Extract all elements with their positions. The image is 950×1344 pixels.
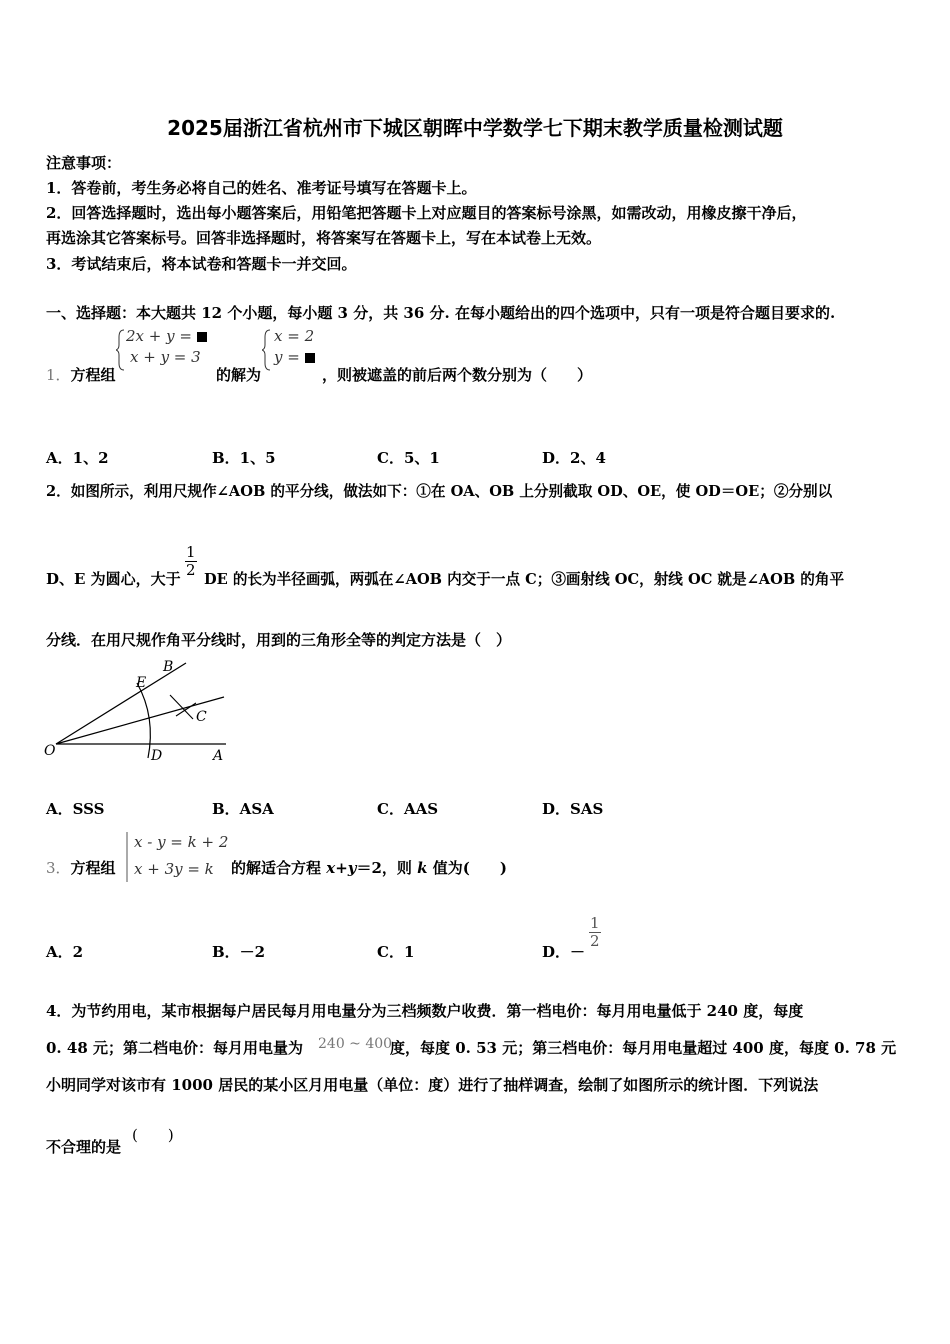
q1-stem-prefix — [46, 364, 116, 385]
q4-line-1: 4．为节约用电，某市根据每户居民每月用电量分为三档频数户收费．第一档电价：每月用电量低于 240 度，每度 — [46, 1002, 804, 1020]
q2-fraction — [185, 544, 197, 579]
q1-pre: 方程组 — [70, 366, 116, 384]
q3-post-c: ＝2，则 — [356, 859, 418, 877]
q1-option-b[interactable]: B．1、5 — [212, 449, 276, 467]
notice-item-3: 3．考试结束后，将本试卷和答题卡一并交回。 — [46, 255, 357, 273]
q2-option-a[interactable]: A．SSS — [46, 800, 105, 818]
q2-line-3: 分线．在用尺规作角平分线时，用到的三角形全等的判定方法是（ ） — [46, 631, 512, 649]
notice-item-1: 1．答卷前，考生务必将自己的姓名、准考证号填写在答题卡上。 — [46, 179, 477, 197]
q3-post-a: 的解适合方程 — [231, 859, 327, 877]
ray-ob — [56, 663, 186, 744]
q1-sol1: x = 2 — [274, 327, 315, 345]
q3-brace — [124, 831, 132, 883]
q1-brace — [116, 329, 126, 371]
q3-post-d: 值为( ) — [427, 859, 507, 877]
angle-bisector-figure — [40, 655, 240, 770]
label-e: E — [136, 675, 147, 691]
q2-option-b[interactable]: B．ASA — [212, 800, 274, 818]
q1-option-a[interactable]: A．1、2 — [46, 449, 109, 467]
q3-option-c[interactable]: C．1 — [377, 943, 415, 961]
q3-frac-num: 1 — [590, 914, 600, 932]
q3-condition — [231, 857, 507, 878]
notice-heading: 注意事项： — [46, 154, 122, 172]
q3-option-d[interactable] — [542, 941, 585, 962]
notice-item-2a: 2．回答选择题时，选出每小题答案后，用铅笔把答题卡上对应题目的答案标号涂黑，如需改动，用橡皮擦干净后， — [46, 204, 807, 222]
q2-frac-den: 2 — [186, 561, 196, 579]
q3-pre: 方程组 — [70, 859, 116, 877]
q1-number: 1． — [46, 366, 71, 384]
q1-sol2: y = — [274, 348, 305, 366]
q3-var-y: y — [347, 859, 357, 877]
q1-eq2: x + y = 3 — [130, 348, 201, 366]
q2-line-1: 2．如图所示，利用尺规作∠AOB 的平分线，做法如下：①在 OA、OB 上分别截取 OD、OE，使 OD＝OE；②分别以 — [46, 483, 833, 500]
q4-line-2b: 度，每度 0. 53 元；第三档电价：每月用电量超过 400 度，每度 0. 78 元 — [390, 1039, 897, 1057]
q1-eq1: 2x + y = — [126, 327, 197, 345]
q2-frac-num: 1 — [186, 543, 196, 561]
q1-mid: 的解为 — [216, 366, 262, 384]
q3-eq2: x + 3y = k — [134, 860, 214, 878]
label-d: D — [151, 748, 163, 764]
q4-line-4: 不合理的是 — [46, 1138, 122, 1156]
q2-line-2b: DE 的长为半径画弧，两弧在∠AOB 内交于一点 C；③画射线 OC，射线 OC 就是∠AOB 的角平 — [204, 571, 845, 588]
section-heading: 一、选择题：本大题共 12 个小题，每小题 3 分，共 36 分. 在每小题给出的四个选项中，只有一项是符合题目要求的. — [46, 304, 836, 322]
q3-option-d-label: D．－ — [542, 943, 586, 961]
q2-option-d[interactable]: D．SAS — [542, 800, 604, 818]
q4-range: 240 ~ 400 — [318, 1036, 393, 1052]
masked-box-icon-2 — [305, 353, 315, 363]
label-o: O — [44, 743, 56, 759]
q3-frac-den: 2 — [590, 932, 600, 950]
q3-option-a[interactable]: A．2 — [46, 943, 84, 961]
q2-option-c[interactable]: C．AAS — [377, 800, 439, 818]
notice-item-2b: 再选涂其它答案标号。回答非选择题时，将答案写在答题卡上，写在本试卷上无效。 — [46, 229, 602, 247]
q3-eq1: x - y = k + 2 — [134, 833, 229, 851]
q1-sol-brace — [262, 329, 272, 371]
q3-option-d-fraction — [589, 915, 601, 950]
q4-line-2a: 0. 48 元；第二档电价：每月用电量为 — [46, 1039, 303, 1057]
q1-option-d[interactable]: D．2、4 — [542, 449, 606, 467]
q3-var-k: k — [417, 859, 428, 877]
q3-option-b[interactable]: B．－2 — [212, 943, 266, 961]
q4-line-3: 小明同学对该市有 1000 居民的某小区月用电量（单位：度）进行了抽样调查，绘制了如图所示的统计图．下列说法 — [46, 1076, 819, 1094]
q2-line-2a: D、E 为圆心，大于 — [46, 570, 181, 588]
page-title: 2025届浙江省杭州市下城区朝晖中学数学七下期末教学质量检测试题 — [167, 116, 783, 140]
q3-var-x: x — [326, 859, 336, 877]
q3-plus: + — [335, 859, 348, 877]
q1-post: ，则被遮盖的前后两个数分别为（ ） — [322, 366, 593, 384]
label-a: A — [213, 748, 224, 764]
q1-option-c[interactable]: C．5、1 — [377, 449, 440, 467]
q4-answer-paren: ( ) — [132, 1126, 174, 1144]
masked-box-icon — [197, 332, 207, 342]
label-c: C — [196, 709, 207, 725]
q3-stem-prefix — [46, 857, 116, 878]
q3-number: 3． — [46, 859, 71, 877]
label-b: B — [163, 659, 174, 675]
